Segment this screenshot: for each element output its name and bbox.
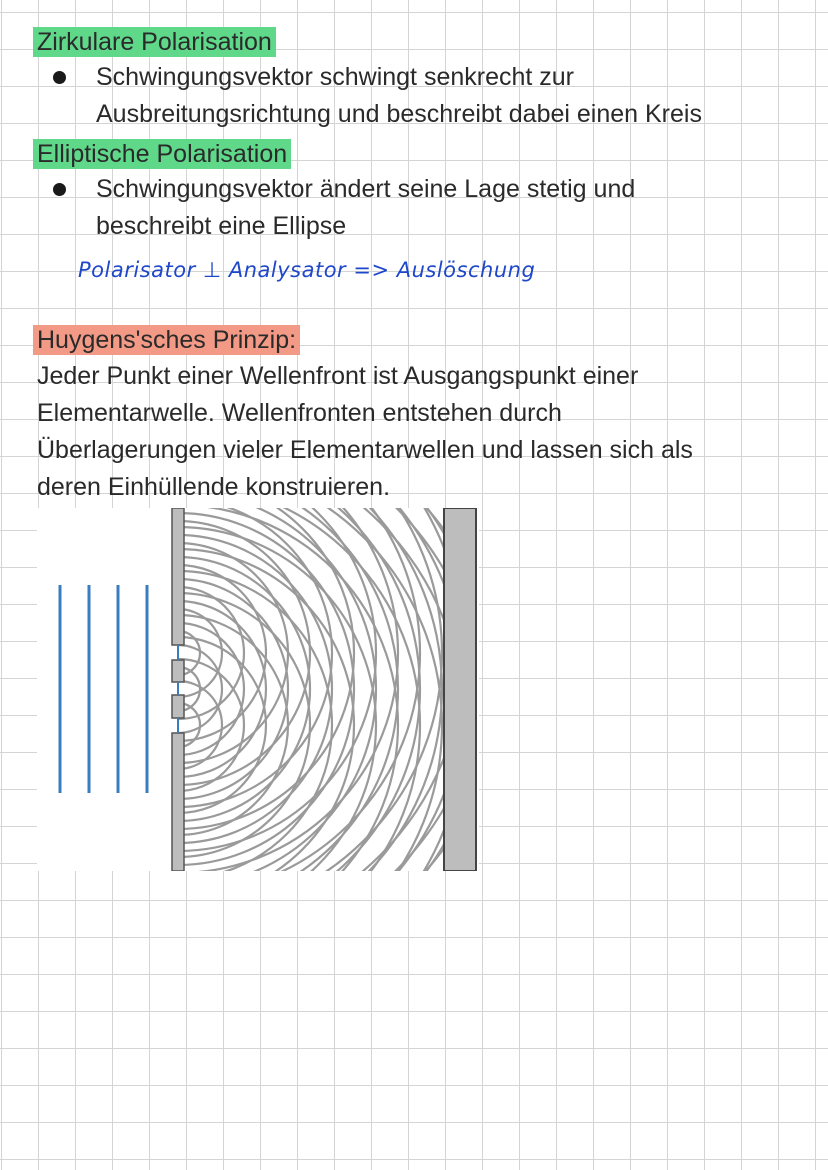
elliptic-text-line2: beschreibt eine Ellipse [96, 212, 347, 240]
screen-wall [444, 508, 476, 871]
huygens-text-line1: Jeder Punkt einer Wellenfront ist Ausgangspunkt einer [37, 362, 639, 390]
huygens-text-line3: Überlagerungen vieler Elementarwellen und lassen sich als [37, 436, 693, 464]
heading-huygens: Huygens'sches Prinzip: [33, 325, 300, 355]
circular-text-line2: Ausbreitungsrichtung und beschreibt dabei einen Kreis [96, 100, 702, 128]
huygens-text-line4: deren Einhüllende konstruieren. [37, 473, 391, 501]
huygens-text-line2: Elementarwelle. Wellenfronten entstehen durch [37, 399, 562, 427]
bullet-icon [53, 183, 66, 196]
double-slit-diagram [37, 508, 479, 871]
heading-circular-polarisation: Zirkulare Polarisation [33, 27, 276, 57]
elliptic-text-line1: Schwingungsvektor ändert seine Lage stetig und [96, 175, 636, 203]
bullet-icon [53, 71, 66, 84]
circular-text-line1: Schwingungsvektor schwingt senkrecht zur [96, 63, 575, 91]
handwritten-note: Polarisator ⊥ Analysator => Auslöschung [78, 258, 536, 282]
heading-elliptic-polarisation: Elliptische Polarisation [33, 139, 291, 169]
